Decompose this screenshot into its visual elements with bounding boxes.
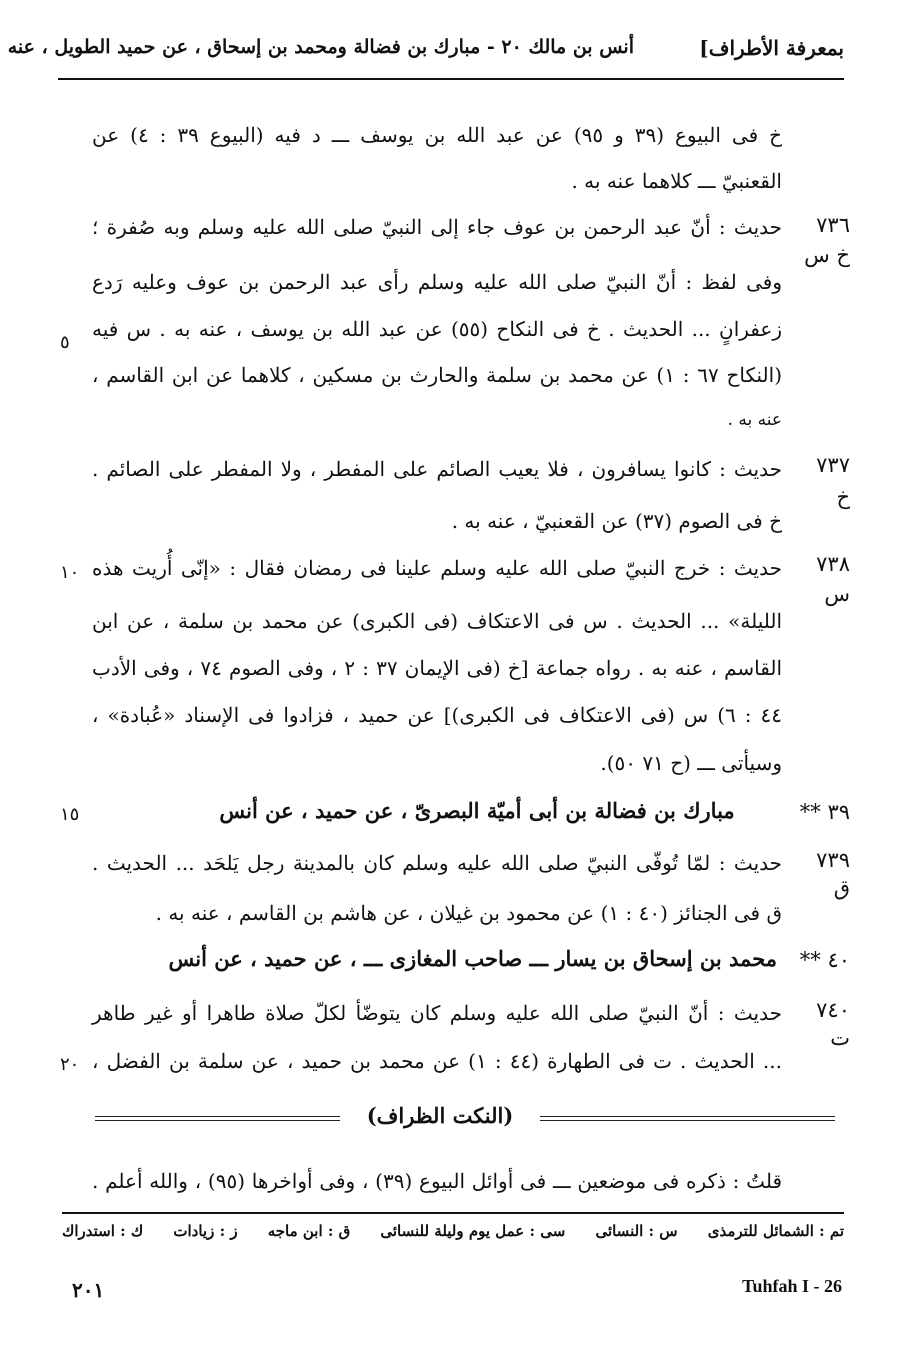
hadith-text-line: الليلة» ... الحديث . س فى الاعتكاف (فى الكبرى) عن محمد بن سلمة ، عن ابن bbox=[92, 609, 782, 633]
hadith-sigla: ت bbox=[830, 1026, 850, 1050]
margin-line-number: ١٥ bbox=[60, 804, 80, 825]
header-chapter-title: أنس بن مالك ٢٠ - مبارك بن فضالة ومحمد بن إسحاق ، عن حميد الطويل ، عنه bbox=[7, 36, 634, 58]
legend-item: سى : عمل يوم وليلة للنسائى bbox=[380, 1222, 566, 1240]
hadith-sigla: ق bbox=[833, 876, 850, 900]
hadith-text-line: حديث : لمّا تُوفّى النبيّ صلى الله عليه وسلم كان بالمدينة رجل يَلحَد ... الحديث . bbox=[92, 851, 782, 875]
hadith-text-line: وفى لفظ : أنّ النبيّ صلى الله عليه وسلم رأى عبد الرحمن بن عوف وعليه رَدع bbox=[92, 270, 782, 294]
hadith-sigla: س bbox=[824, 582, 850, 606]
section-number: ٤٠ ** bbox=[799, 948, 850, 972]
section-number: ٣٩ ** bbox=[799, 800, 850, 824]
hadith-text-line: حديث : أنّ النبيّ صلى الله عليه وسلم كان يتوضّأ لكلّ صلاة طاهرا أو غير طاهر bbox=[92, 1001, 782, 1025]
margin-line-number: ١٠ bbox=[60, 562, 80, 583]
abbreviation-legend bbox=[62, 1222, 844, 1240]
entry-continuation-line-1: خ فى البيوع (٣٩ و ٩٥) عن عبد الله بن يوسف ـــ د فيه (البيوع ٣٩ : ٤) عن bbox=[92, 123, 783, 147]
hadith-number: ٧٣٦ bbox=[816, 213, 850, 237]
margin-line-number: ٥ bbox=[60, 332, 70, 353]
volume-reference: Tuhfah I - 26 bbox=[742, 1276, 842, 1296]
hadith-text-line: حديث : كانوا يسافرون ، فلا يعيب الصائم على المفطر ، ولا المفطر على الصائم . bbox=[92, 457, 782, 481]
hadith-text-line: (النكاح ٦٧ : ١) عن محمد بن سلمة والحارث بن مسكين ، كلاهما عن ابن القاسم ، bbox=[92, 363, 783, 387]
hadith-text-line: حديث : خرج النبيّ صلى الله عليه وسلم علينا فى رمضان فقال : «إنّى أُريت هذه bbox=[92, 556, 782, 580]
hadith-text-line: خ فى الصوم (٣٧) عن القعنبيّ ، عنه به . bbox=[451, 509, 782, 533]
hadith-text-line: زعفرانٍ ... الحديث . خ فى النكاح (٥٥) عن عبد الله بن يوسف ، عنه به . س فيه bbox=[92, 317, 782, 341]
legend-item: تم : الشمائل للترمذى bbox=[707, 1222, 844, 1240]
hadith-text-line: ق فى الجنائز (٤٠ : ١) عن محمود بن غيلان ، عن هاشم بن القاسم ، عنه به . bbox=[155, 901, 782, 925]
header-right-title: بمعرفة الأطراف] bbox=[699, 36, 844, 60]
divider-right bbox=[535, 1116, 835, 1121]
entry-continuation-line-2: القعنبيّ ـــ كلاهما عنه به . bbox=[571, 169, 782, 193]
hadith-sigla: خ س bbox=[804, 243, 850, 267]
header-rule bbox=[58, 78, 844, 80]
hadith-text-line: ... الحديث . ت فى الطهارة (٤٤ : ١) عن محمد بن حميد ، عن سلمة بن الفضل ، bbox=[92, 1049, 783, 1073]
divider-left bbox=[95, 1116, 345, 1121]
legend-item: س : النسائى bbox=[595, 1222, 678, 1240]
legend-item: ق : ابن ماجه bbox=[267, 1222, 351, 1240]
legend-item: ز : زيادات bbox=[173, 1222, 238, 1240]
hadith-number: ٧٣٧ bbox=[816, 453, 850, 477]
hadith-text-line: ٤٤ : ٦) س (فى الاعتكاف فى الكبرى)] عن حميد ، فزادوا فى الإسناد «عُبادة» ، bbox=[92, 703, 783, 727]
section-heading: مبارك بن فضالة بن أبى أميّة البصرىّ ، عن حميد ، عن أنس bbox=[219, 798, 735, 823]
hadith-number: ٧٤٠ bbox=[816, 998, 850, 1022]
hadith-text-line: وسيأتى ـــ (ح ٧١ ٥٠). bbox=[600, 751, 782, 775]
nukat-title: (النكت الظراف) bbox=[340, 1103, 540, 1128]
hadith-text-line: عنه به . bbox=[727, 410, 782, 430]
hadith-number: ٧٣٩ bbox=[816, 848, 850, 872]
hadith-sigla: خ bbox=[836, 485, 850, 509]
hadith-text-line: القاسم ، عنه به . رواه جماعة [خ (فى الإيمان ٣٧ : ٢ ، وفى الصوم ٧٤ ، وفى الأدب bbox=[92, 656, 783, 680]
page-number: ٢٠١ bbox=[72, 1278, 105, 1302]
nukat-text: قلتُ : ذكره فى موضعين ـــ فى أوائل البيوع (٣٩) ، وفى أواخرها (٩٥) ، والله أعلم . bbox=[92, 1169, 782, 1193]
running-header bbox=[7, 30, 844, 72]
hadith-number: ٧٣٨ bbox=[816, 552, 850, 576]
margin-line-number: ٢٠ bbox=[60, 1054, 80, 1075]
legend-item: ك : استدراك bbox=[62, 1222, 144, 1240]
section-heading: محمد بن إسحاق بن يسار ـــ صاحب المغازى ـــ ، عن حميد ، عن أنس bbox=[168, 946, 777, 971]
hadith-text-line: حديث : أنّ عبد الرحمن بن عوف جاء إلى النبيّ صلى الله عليه وسلم وبه صُفرة ؛ bbox=[92, 215, 782, 239]
footer-rule bbox=[62, 1212, 844, 1214]
